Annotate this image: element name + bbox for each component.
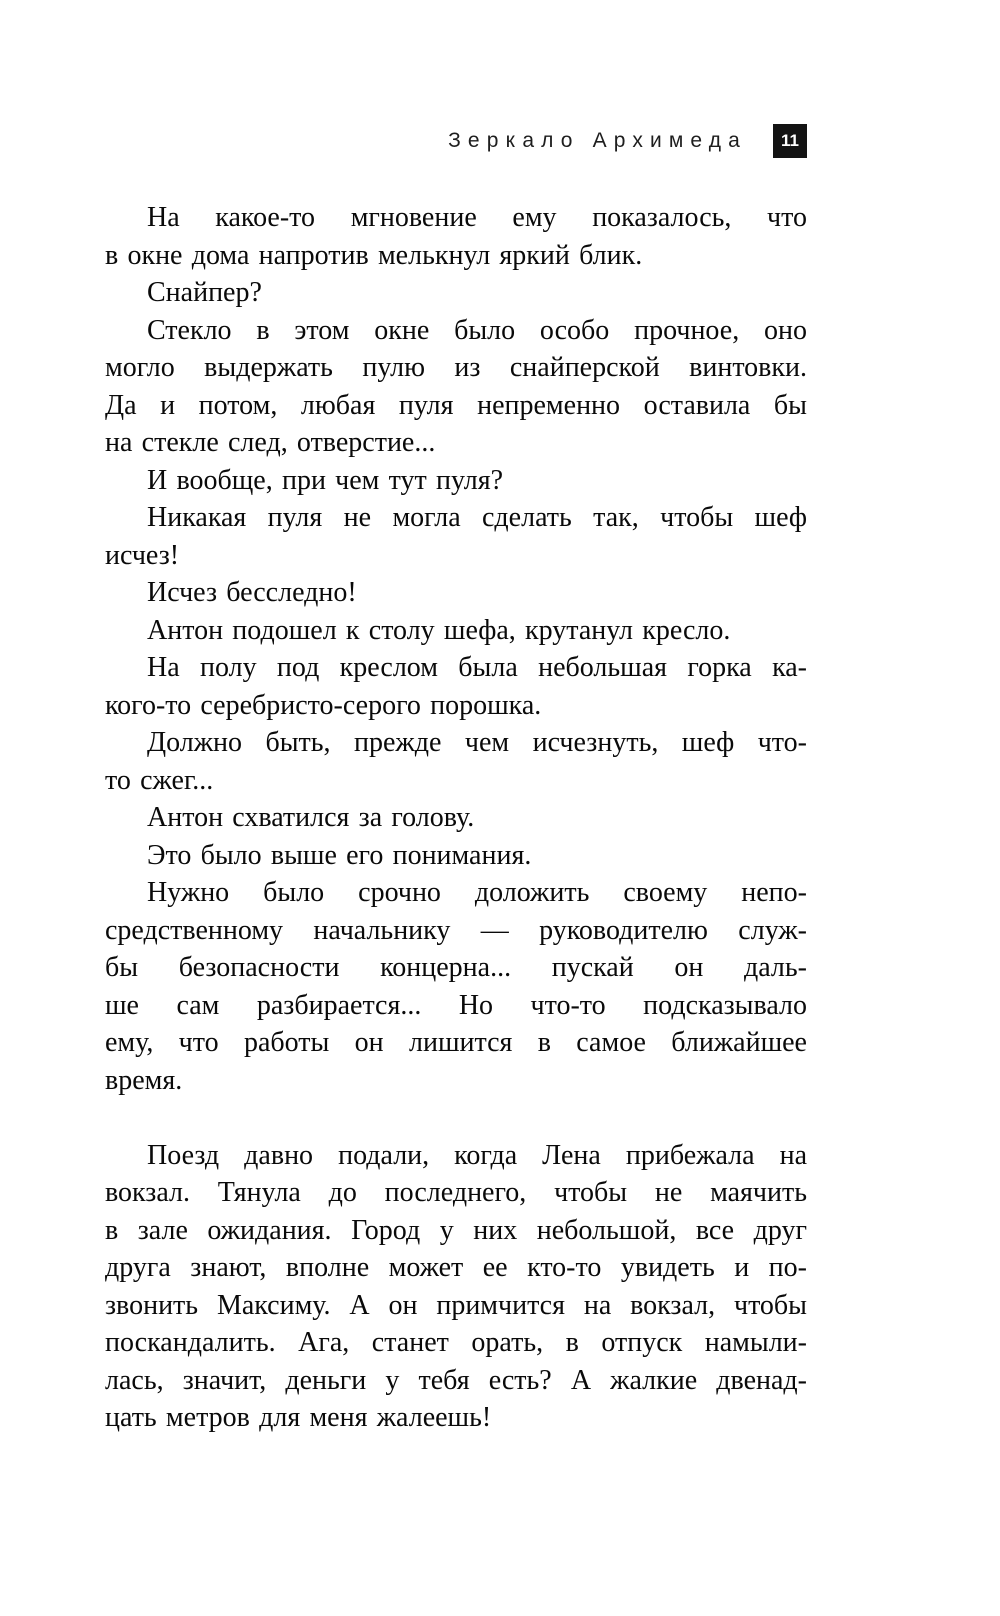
paragraph xyxy=(105,724,807,799)
scene-section xyxy=(105,1137,807,1437)
page-number-badge: 11 xyxy=(773,124,807,158)
text-line: Антон схватился за голову. xyxy=(147,802,475,833)
paragraph xyxy=(105,1137,807,1437)
text-line: в окне дома напротив мелькнул яркий блик. xyxy=(105,239,643,271)
text-line: ему, что работы он лишится в самое ближайшее xyxy=(105,1027,807,1058)
text-line: Да и потом, любая пуля непременно оставила бы xyxy=(105,389,807,421)
paragraph xyxy=(105,499,807,574)
text-line: на стекле след, отверстие... xyxy=(105,427,436,458)
text-line: могло выдержать пулю из снайперской винтовки. xyxy=(105,352,807,383)
paragraph xyxy=(105,799,807,837)
text-line: средственному начальнику — руководителю служ- xyxy=(105,914,807,946)
text-line: время. xyxy=(105,1064,183,1096)
text-line: Это было выше его понимания. xyxy=(147,839,532,871)
text-line: бы безопасности концерна... пускай он даль- xyxy=(105,952,807,983)
text-line: звонить Максиму. А он примчится на вокзал, чтобы xyxy=(105,1289,807,1321)
text-line: то сжег... xyxy=(105,764,214,796)
text-line: ше сам разбирается... Но что-то подсказывало xyxy=(105,989,807,1021)
paragraph xyxy=(105,612,807,650)
running-title: Зеркало Архимеда xyxy=(448,129,747,152)
text-line: Антон подошел к столу шефа, крутанул кресло. xyxy=(147,614,731,646)
paragraph xyxy=(105,874,807,1099)
running-header xyxy=(105,124,807,158)
paragraph xyxy=(105,649,807,724)
paragraph xyxy=(105,274,807,312)
scene-section xyxy=(105,199,807,1099)
text-line: вокзал. Тянула до последнего, чтобы не маячить xyxy=(105,1177,807,1208)
text-line: И вообще, при чем тут пуля? xyxy=(147,464,504,496)
text-line: На какое-то мгновение ему показалось, что xyxy=(147,202,807,233)
page-body-text xyxy=(105,199,807,1437)
text-line: лась, значит, деньги у тебя есть? А жалкие двенад- xyxy=(105,1364,807,1396)
text-line: цать метров для меня жалеешь! xyxy=(105,1402,492,1433)
text-line: Снайпер? xyxy=(147,277,262,308)
text-line: Должно быть, прежде чем исчезнуть, шеф что- xyxy=(147,727,807,758)
text-line: Нужно было срочно доложить своему непо- xyxy=(147,877,807,908)
text-line: кого-то серебристо-серого порошка. xyxy=(105,689,542,721)
text-line: Исчез бесследно! xyxy=(147,577,357,608)
paragraph xyxy=(105,312,807,462)
text-line: На полу под креслом была небольшая горка ка- xyxy=(147,652,807,683)
text-line: в зале ожидания. Город у них небольшой, все друг xyxy=(105,1214,807,1246)
text-line: Поезд давно подали, когда Лена прибежала на xyxy=(147,1139,807,1171)
paragraph xyxy=(105,462,807,500)
text-line: Никакая пуля не могла сделать так, чтобы шеф xyxy=(147,502,807,533)
text-line: поскандалить. Ага, станет орать, в отпуск намыли- xyxy=(105,1327,807,1358)
text-line: Стекло в этом окне было особо прочное, оно xyxy=(147,314,807,346)
paragraph xyxy=(105,199,807,274)
text-line: исчез! xyxy=(105,539,180,571)
paragraph xyxy=(105,837,807,875)
text-line: друга знают, вполне может ее кто-то увидеть и по- xyxy=(105,1252,807,1283)
paragraph xyxy=(105,574,807,612)
